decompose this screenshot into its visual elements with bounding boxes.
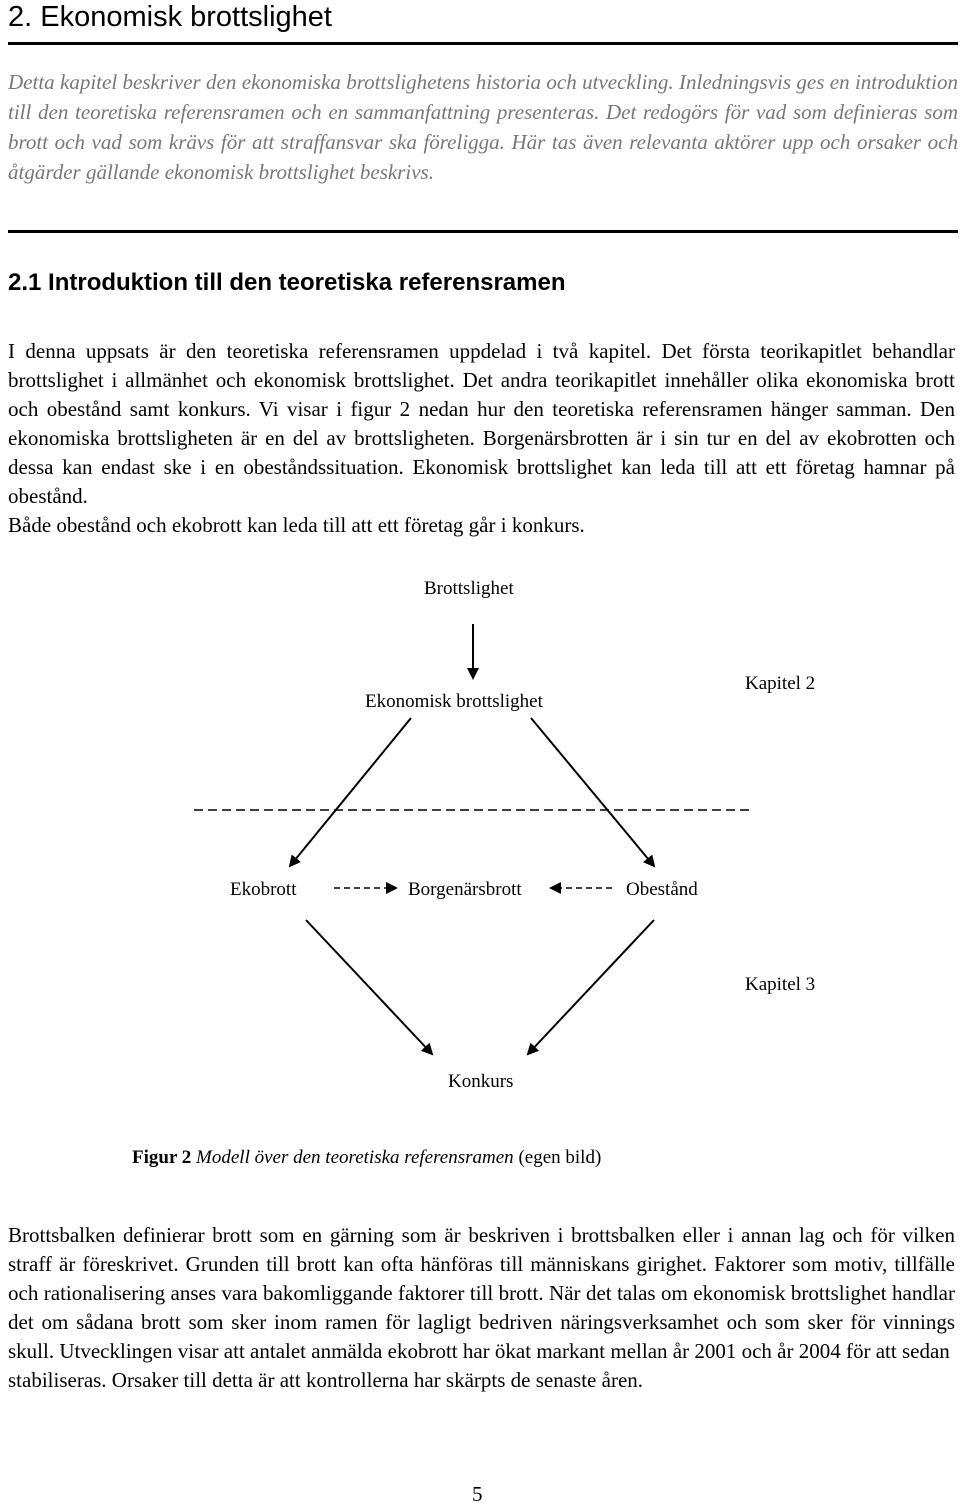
node-obestand: Obestånd (626, 879, 698, 900)
arrow-ekonomisk-to-obestand (531, 718, 654, 866)
paragraph-intro-framework (8, 337, 955, 540)
figure-caption-note: (egen bild) (518, 1147, 602, 1168)
paragraph-brottsbalken (8, 1221, 955, 1395)
node-brottslighet: Brottslighet (424, 578, 514, 599)
paragraph-brottsbalken-last-line: stabiliseras. Orsaker till detta är att kontrollerna har skärpts de senaste åren. (8, 1368, 644, 1392)
node-ekobrott: Ekobrott (230, 879, 297, 900)
label-kapitel-2: Kapitel 2 (745, 673, 816, 694)
chapter-heading: 2. Ekonomisk brottslighet (8, 1, 332, 33)
paragraph-intro-framework-body: I denna uppsats är den teoretiska referensramen uppdelad i två kapitel. Det första teorikapitlet behandlar brottslighet i allmänhet och ekonomisk brottslighet. Det andra teorikapitlet innehåller olika ekonomiska brott och obestånd samt konkurs. Vi visar i figur 2 nedan hur den teoretiska referensramen hänger samman. Den ekonomiska brottsligheten är en del av brottsligheten. Borgenärsbrotten är i sin tur en del av ekobrotten och dessa kan endast ske i en obeståndssituation. Ekonomisk brottslighet kan leda till att ett företag hamnar på obestånd. (8, 339, 955, 508)
label-kapitel-3: Kapitel 3 (745, 974, 816, 995)
top-rule (8, 42, 958, 45)
arrow-ekonomisk-to-ekobrott (290, 718, 411, 866)
arrow-obestand-to-konkurs (528, 920, 654, 1054)
node-borgenarsbrott: Borgenärsbrott (408, 879, 522, 900)
node-konkurs: Konkurs (448, 1071, 514, 1092)
figure-caption (132, 1145, 601, 1171)
paragraph-brottsbalken-body: Brottsbalken definierar brott som en gärning som är beskriven i brottsbalken eller i annan lag och för vilken straff är föreskrivet. Grunden till brott kan ofta hänföras till människans girighet. Faktorer som motiv, tillfälle och rationalisering anses vara bakomliggande faktorer till brott. När det talas om ekonomisk brottslighet handlar det om sådana brott som sker inom ramen för lagligt bedriven näringsverksamhet och som sker för vinnings skull. Utvecklingen visar att antalet anmälda ekobrott har ökat markant mellan år 2001 och år 2004 för att sedan (8, 1223, 955, 1363)
figure-caption-title: Modell över den teoretiska referensramen (196, 1147, 514, 1168)
node-ekonomisk-brottslighet: Ekonomisk brottslighet (365, 691, 543, 712)
page-number: 5 (472, 1482, 483, 1506)
chapter-intro: Detta kapitel beskriver den ekonomiska brottslighetens historia och utveckling. Inledningsvis ges en introduktion till den teoretiska referensramen och en sammanfattning presenteras. Det redogörs för vad som definieras som brott och vad som krävs för att straffansvar ska föreligga. Här tas även relevanta aktörer upp och orsaker och åtgärder gällande ekonomisk brottslighet beskrivs. (8, 70, 958, 184)
section-heading: 2.1 Introduktion till den teoretiska referensramen (8, 269, 566, 296)
paragraph-intro-framework-last-line: Både obestånd och ekobrott kan leda till att ett företag går i konkurs. (8, 513, 585, 537)
figure-caption-label: Figur 2 (132, 1147, 192, 1168)
intro-rule (8, 230, 958, 233)
arrow-ekobrott-to-konkurs (306, 920, 432, 1054)
